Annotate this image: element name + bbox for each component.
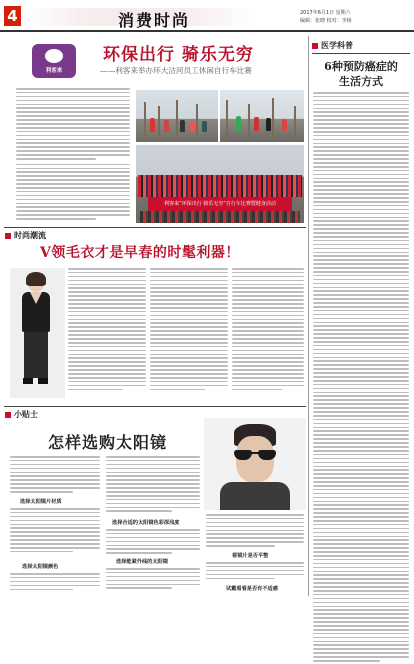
- page-number: 4: [7, 7, 18, 25]
- sunglasses-icon: [234, 450, 276, 460]
- divider-vertical: [308, 36, 309, 596]
- cycling-photo-1: [136, 90, 218, 142]
- health-section-text: 医学科普: [321, 41, 353, 50]
- tips-body-col-2-a: [106, 456, 200, 514]
- tips-subhead-5: 看镜片是否平整: [232, 553, 269, 559]
- group-front-row: [140, 211, 300, 223]
- tips-body-col-2-b: [106, 529, 200, 556]
- logo-text: 利客来: [45, 68, 63, 74]
- masthead-rule: [0, 30, 414, 32]
- contact-line: 编辑：张晓 校对：李杨: [300, 18, 352, 24]
- tips-section-text: 小贴士: [14, 410, 38, 419]
- sunglasses-photo: [204, 418, 306, 510]
- health-section-label: [312, 40, 353, 51]
- tips-subhead-1: 选择太阳镜片材质: [20, 499, 62, 505]
- section-marker-icon: [5, 233, 11, 239]
- tips-subhead-6: 试戴看看是否有不适感: [226, 586, 278, 592]
- tips-section-label: [5, 409, 38, 420]
- fashion-top-rule: [4, 227, 306, 228]
- fashion-headline: V领毛衣才是早春的时髦利器！: [40, 245, 240, 261]
- group-crowd: [138, 175, 302, 197]
- tips-body-col-1-b: [10, 573, 100, 592]
- lead-headline: 环保出行 骑乐无穷: [103, 45, 254, 65]
- lead-body-text: [16, 88, 130, 222]
- tips-body-col-3-b: [206, 562, 304, 581]
- tips-subhead-4: 选择能紧外线的太阳镜: [116, 559, 168, 565]
- tips-body-col-3-a: [206, 514, 304, 549]
- tips-body-col-1-a: [10, 508, 100, 555]
- tips-subhead-2: 选择太阳镜颜色: [22, 564, 59, 570]
- fashion-photo: [10, 268, 65, 398]
- lead-subheadline: ——利客来举办环大沽河员工休闲自行车比赛: [100, 66, 252, 75]
- section-title: 消费时尚: [118, 11, 191, 30]
- tips-headline: 怎样选购太阳镜: [48, 433, 168, 452]
- group-photo: [136, 145, 304, 223]
- health-body-text: [313, 92, 409, 664]
- page-number-box: [4, 6, 21, 26]
- lead-logo: [32, 44, 76, 78]
- fashion-body-col-2: [150, 268, 228, 393]
- event-banner: [148, 197, 292, 211]
- fashion-body-col-3: [232, 268, 304, 393]
- fashion-body-col-1: [68, 268, 146, 393]
- section-marker-icon: [312, 43, 318, 49]
- tips-subhead-3: 选择合适的太阳镜色彩深浅度: [112, 520, 180, 526]
- health-rule: [312, 53, 410, 54]
- tips-body-col-2-c: [106, 568, 200, 591]
- fashion-section-text: 时尚潮流: [14, 231, 46, 240]
- cycling-photo-2: [220, 90, 304, 142]
- logo-mark: [45, 49, 63, 63]
- fashion-section-label: [5, 230, 46, 241]
- date-line: 2017年6月1日 星期六: [300, 10, 351, 16]
- health-headline-1: 6种预防癌症的: [324, 60, 398, 73]
- section-marker-icon: [5, 412, 11, 418]
- health-headline-2: 生活方式: [339, 75, 383, 88]
- tips-body-col-1-intro: [10, 456, 100, 495]
- tips-top-rule: [4, 406, 306, 407]
- banner-caption: 利客来“环保出行 骑乐无穷”自行车比赛暨健身活动: [164, 201, 276, 207]
